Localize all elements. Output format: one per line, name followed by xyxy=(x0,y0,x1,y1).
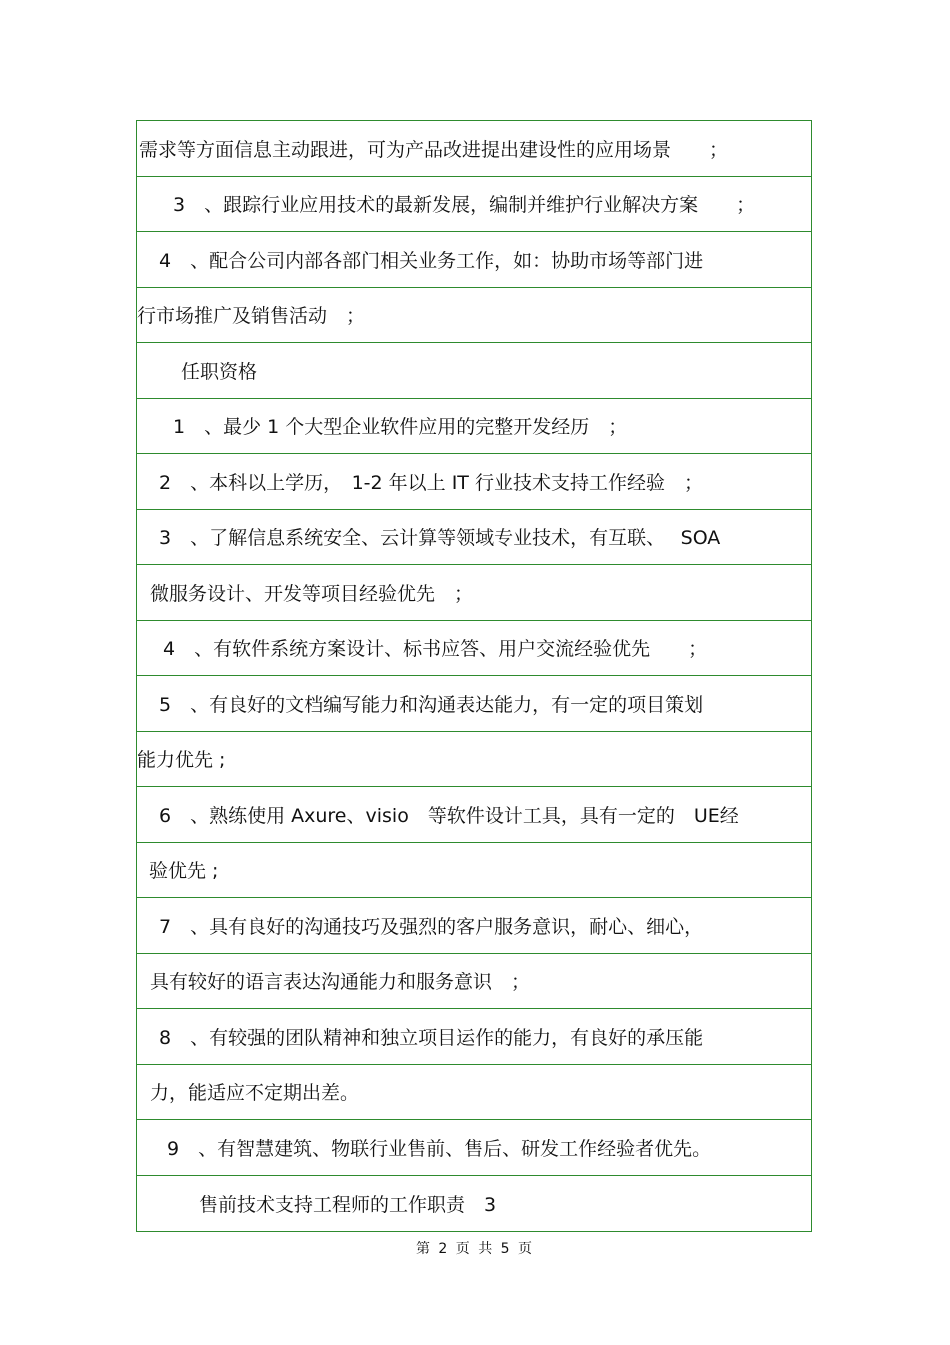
row-text: 需求等方面信息主动跟进，可为产品改进提出建设性的应用场景 ； xyxy=(139,138,729,161)
row-text: 具有较好的语言表达沟通能力和服务意识 ； xyxy=(150,971,531,994)
table-row xyxy=(137,1120,811,1176)
table-row xyxy=(137,732,811,788)
table-row xyxy=(137,177,811,233)
table-row xyxy=(137,288,811,344)
row-text: 4 、配合公司内部各部门相关业务工作，如：协助市场等部门进 xyxy=(159,249,704,272)
row-text: 2 、本科以上学历， 1-2 年以上 IT 行业技术支持工作经验 ； xyxy=(159,471,703,494)
table-row xyxy=(137,565,811,621)
table-row xyxy=(137,510,811,566)
row-text: 行市场推广及销售活动 ； xyxy=(137,305,366,328)
row-text: 1 、最少 1 个大型企业软件应用的完整开发经历 ； xyxy=(173,416,628,439)
table-row xyxy=(137,1176,811,1232)
table-row xyxy=(137,232,811,288)
row-text: 能力优先 ; xyxy=(137,749,226,772)
row-text: 7 、具有良好的沟通技巧及强烈的客户服务意识，耐心、细心， xyxy=(159,915,704,938)
table-row xyxy=(137,787,811,843)
row-text: 微服务设计、开发等项目经验优先 ； xyxy=(150,582,474,605)
section-heading: 售前技术支持工程师的工作职责 3 xyxy=(199,1193,497,1216)
table-row xyxy=(137,343,811,399)
table-row xyxy=(137,843,811,899)
table-row xyxy=(137,954,811,1010)
row-text: 3 、跟踪行业应用技术的最新发展，编制并维护行业解决方案 ； xyxy=(173,194,756,217)
table-row xyxy=(137,621,811,677)
table-row xyxy=(137,121,811,177)
row-text: 8 、有较强的团队精神和独立项目运作的能力，有良好的承压能 xyxy=(159,1026,704,1049)
row-text: 6 、熟练使用 Axure、visio 等软件设计工具，具有一定的 UE经 xyxy=(159,804,739,827)
row-text: 力，能适应不定期出差。 xyxy=(150,1082,360,1105)
row-text: 3 、了解信息系统安全、云计算等领域专业技术，有互联、 SOA xyxy=(159,527,721,550)
content-table xyxy=(136,120,812,1232)
row-text: 验优先 ; xyxy=(149,860,219,883)
table-row xyxy=(137,399,811,455)
row-text: 9 、有智慧建筑、物联行业售前、售后、研发工作经验者优先。 xyxy=(167,1137,712,1160)
table-row xyxy=(137,676,811,732)
table-row xyxy=(137,898,811,954)
table-row xyxy=(137,1009,811,1065)
page-number-footer: 第 2 页 共 5 页 xyxy=(415,1241,535,1257)
row-text: 5 、有良好的文档编写能力和沟通表达能力，有一定的项目策划 xyxy=(159,693,704,716)
row-text: 4 、有软件系统方案设计、标书应答、用户交流经验优先 ； xyxy=(163,638,708,661)
table-row xyxy=(137,454,811,510)
table-row xyxy=(137,1065,811,1121)
section-heading: 任职资格 xyxy=(181,360,258,383)
